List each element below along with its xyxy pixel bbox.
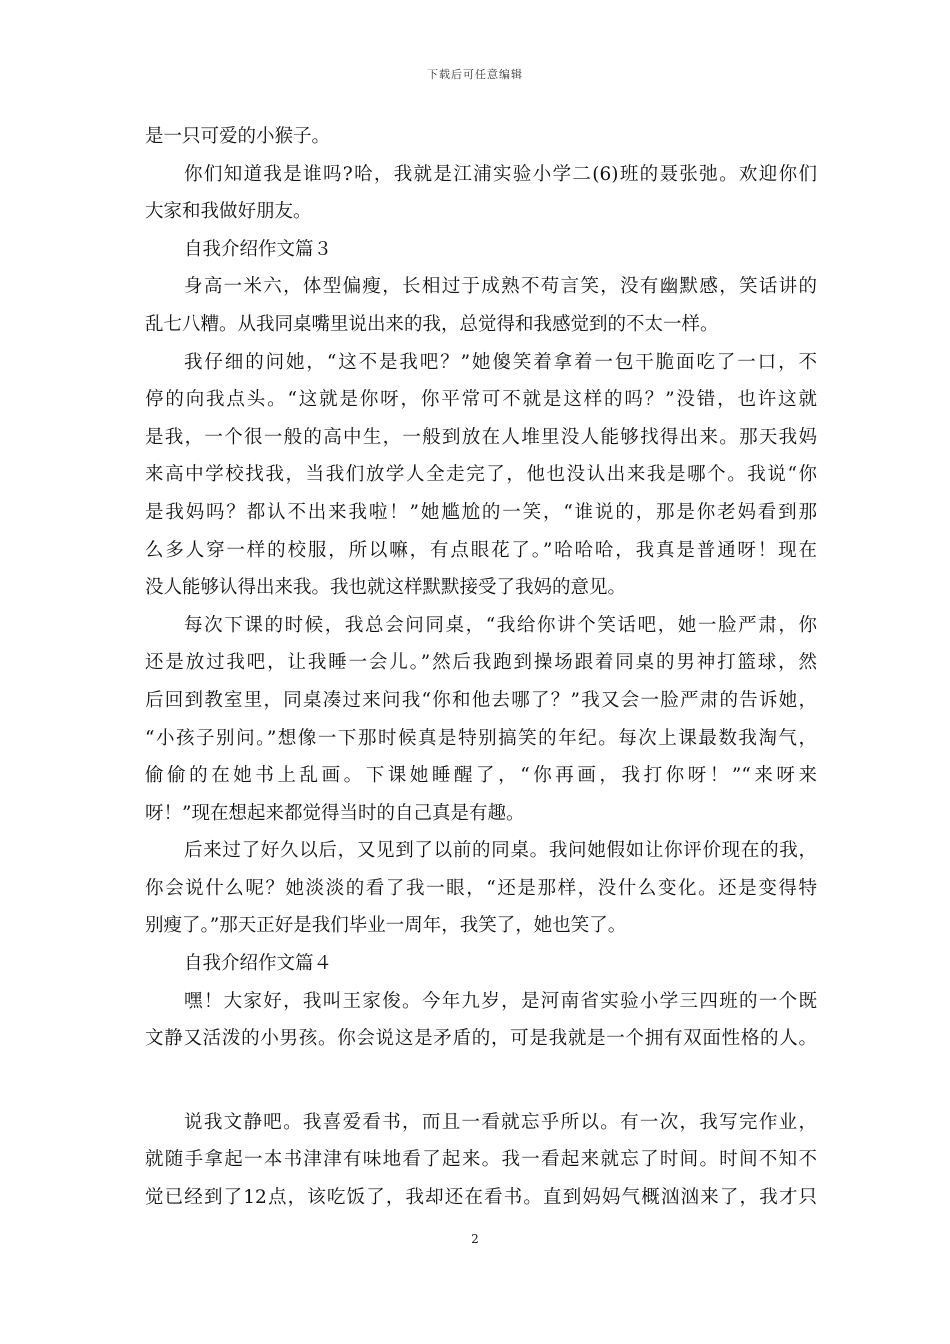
- text-line: 偷偷的在她书上乱画。下课她睡醒了，“你再画，我打你呀！”“来呀来: [145, 765, 817, 787]
- text-line: 文静又活泼的小男孩。你会说这是矛盾的，可是我就是一个拥有双面性格的人。: [145, 1028, 817, 1050]
- document-body: [145, 118, 817, 1217]
- text-line: 嘿！大家好，我叫王家俊。今年九岁，是河南省实验小学三四班的一个既: [184, 990, 817, 1012]
- text-line: 你会说什么呢？她淡淡的看了我一眼，“还是那样，没什么变化。还是变得特: [145, 877, 817, 899]
- text-line: 你们知道我是谁吗?哈，我就是江浦实验小学二(6)班的聂张弛。欢迎你们: [184, 163, 817, 185]
- text-line: 大家和我做好朋友。: [145, 201, 312, 223]
- text-line: “小孩子别问。”想像一下那时候真是特别搞笑的年纪。每次上课最数我淘气，: [145, 727, 817, 749]
- text-line: 就随手拿起一本书津津有味地看了起来。我一看起来就忘了时间。时间不知不: [145, 1149, 817, 1171]
- text-line: 是一只可爱的小猴子。: [145, 126, 331, 147]
- text-line: 没人能够认得出来我。我也就这样默默接受了我妈的意见。: [145, 577, 627, 599]
- section-heading: 自我介绍作文篇４: [184, 953, 333, 975]
- paragraph-spacer: [145, 1058, 817, 1104]
- text-line: 每次下课的时候，我总会问同桌，“我给你讲个笑话吧，她一脸严肃，你: [184, 614, 817, 636]
- text-line: 呀！”现在想起来都觉得当时的自己真是有趣。: [145, 802, 525, 824]
- page-header: 下载后可任意编辑: [427, 68, 523, 81]
- page-number: 2: [471, 1232, 479, 1246]
- text-line: 身高一米六，体型偏瘦，长相过于成熟不苟言笑，没有幽默感，笑话讲的: [184, 276, 817, 298]
- text-line: 么多人穿一样的校服，所以嘛，有点眼花了。”哈哈哈，我真是普通呀！现在: [145, 539, 817, 561]
- text-line: 别瘦了。”那天正好是我们毕业一周年，我笑了，她也笑了。: [145, 915, 627, 937]
- text-line: 还是放过我吧，让我睡一会儿。”然后我跑到操场跟着同桌的男神打篮球，然: [145, 652, 817, 674]
- text-line: 停的向我点头。“这就是你呀，你平常可不就是这样的吗？”没错，也许这就: [145, 389, 817, 411]
- text-line: 乱七八糟。从我同桌嘴里说出来的我，总觉得和我感觉到的不太一样。: [145, 313, 719, 335]
- text-line: 我仔细的问她，“这不是我吧？”她傻笑着拿着一包干脆面吃了一口，不: [184, 351, 817, 373]
- text-line: 后来过了好久以后，又见到了以前的同桌。我问她假如让你评价现在的我，: [184, 840, 817, 862]
- text-line: 说我文静吧。我喜爱看书，而且一看就忘乎所以。有一次，我写完作业，: [184, 1111, 817, 1133]
- text-line: 是我，一个很一般的高中生，一般到放在人堆里没人能够找得出来。那天我妈: [145, 426, 817, 448]
- text-line: 后回到教室里，同桌凑过来问我“你和他去哪了？”我又会一脸严肃的告诉她，: [145, 689, 817, 711]
- text-line: 觉已经到了12点，该吃饭了，我却还在看书。直到妈妈气概汹汹来了，我才只: [145, 1187, 817, 1209]
- text-line: 来高中学校找我，当我们放学人全走完了，他也没认出来我是哪个。我说“你: [145, 464, 817, 486]
- text-line: 是我妈吗？都认不出来我啦！”她尴尬的一笑，“谁说的，那是你老妈看到那: [145, 501, 817, 523]
- section-heading: 自我介绍作文篇３: [184, 238, 333, 260]
